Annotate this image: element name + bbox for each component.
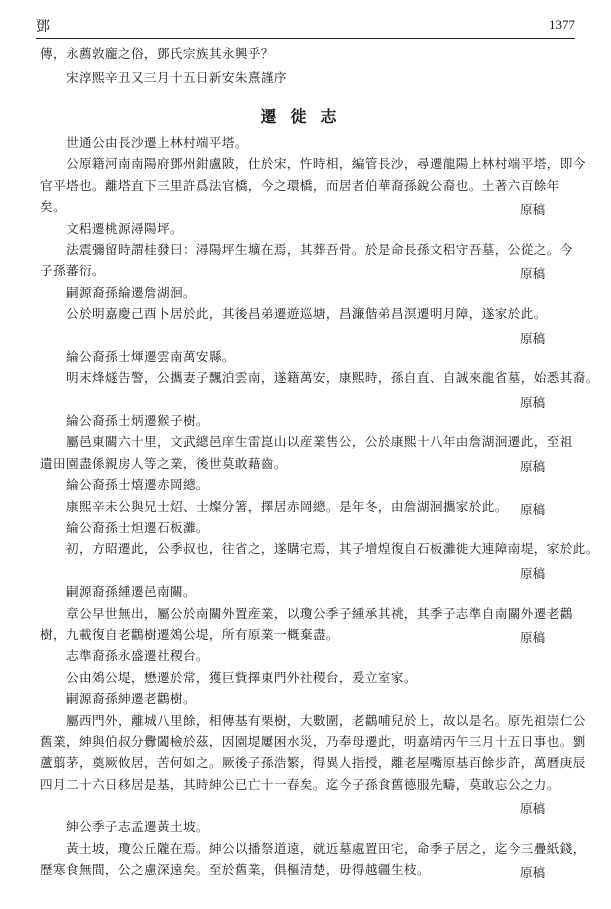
preface-signature: 宋淳熙辛丑又三月十五日新安朱熹謹序 (66, 70, 287, 85)
source-label: 原稿 (520, 330, 546, 346)
source-label: 原稿 (520, 629, 546, 645)
source-label: 原稿 (520, 801, 546, 817)
body-line: 公由鵁公堤，懋遷於常，獲巨貲擇東門外社稷台，爰立室家。 (66, 669, 417, 685)
page-header (36, 14, 575, 39)
body-line: 康熙辛未公與兄士炤、士燦分箸，擇居赤岡總。是年冬，由詹湖洄攜家於此。 (66, 498, 508, 514)
body-line: 歷寒食無間，公之慮深遠矣。至於舊業，俱樞清楚，毋得越疆生枝。 (40, 862, 430, 878)
body-line: 屬邑東關六十里，文武總邑庠生雷崑山以産業售公，公於康熙十八年由詹湖洄遷此，至祖 (66, 434, 573, 450)
source-label: 原稿 (520, 865, 546, 881)
body-line: 公原籍河南南陽府鄧州鉗盧陂，仕於宋，忤時相，編管長沙，尋遷龍陽上林村端平塔，即今 (66, 156, 586, 172)
body-line: 遺田園盡係親房人等之業，後世莫敢藉齒。 (40, 455, 287, 471)
migration-heading: 綸公裔孫士炟遷石板灘。 (66, 520, 209, 535)
body-line: 黃土坡，瓊公丘隴在焉。紳公以播祭道遠，就近墓處置田宅，命季子居之，迄今三疊紙錢， (66, 840, 586, 856)
body-line: 官平塔也。離塔直下三里許爲法官橋，今之環橋，而居者伯華裔孫銳公裔也。土著六百餘年 (40, 177, 560, 193)
migration-heading: 嗣源裔孫綸遷詹湖洄。 (66, 284, 196, 300)
source-label: 原稿 (520, 266, 546, 282)
running-head-surname: 鄧 (36, 19, 50, 35)
body-line: 初，方昭遷此，公季叔也，往省之，遂購宅焉，其子增煌復自石板灘徙大連障南堤，家於此。 (66, 541, 599, 557)
body-line: 法震彌留時謂桂發曰：潯陽坪生壙在焉，其葬吾骨。於是命長孫文稆守吾墓，公從之。今 (66, 241, 573, 257)
body-line: 蘆翦茅，奠厥攸居，苦何如之。厥後子孫浩繁，得異人指授，離老屋嘴原基百餘步許，萬曆庚辰 (40, 755, 586, 771)
source-label: 原稿 (520, 565, 546, 581)
body-line: 子孫蕃衍。 (40, 263, 105, 279)
source-label: 原稿 (520, 202, 546, 218)
preface-closing-text: 傳，永薦敦龐之俗，鄧氏宗族其永興乎？ (40, 46, 274, 61)
migration-heading: 綸公裔孫士熺遷赤岡總。 (66, 477, 209, 493)
body-line: 四月二十六日移居是基，其時紳公已亡十一春矣。迄今子孫食舊德服先疇，莫敢忘公之力。 (40, 776, 560, 792)
migration-heading: 紳公季子志孟遷黃土坡。 (66, 819, 209, 835)
migration-heading: 世通公由長沙遷上林村端平塔。 (66, 135, 248, 150)
source-label: 原稿 (520, 458, 546, 474)
source-label: 原稿 (520, 501, 546, 517)
migration-heading: 文稆遷桃源潯陽坪。 (66, 220, 183, 236)
body-line: 公於明嘉慶己酉卜居於此，其後昌弟遷遊巡塘，昌濂偕弟昌溟遷明月障，遂家於此。 (66, 306, 547, 322)
body-line: 章公早世無出，屬公於南關外置産業，以瓊公季子緟承其祧，其季子志準自南關外遷老鸛 (66, 605, 573, 621)
body-line: 屬西門外，離城八里餘，相傳基有栗樹，大數圍，老鸛哺兒於上，故以是名。原先祖崇仁公 (66, 712, 586, 728)
source-label: 原稿 (520, 394, 546, 410)
migration-heading: 嗣源裔孫紳遷老鸛樹。 (66, 691, 196, 707)
migration-heading: 綸公裔孫士炳遷猴子樹。 (66, 413, 209, 429)
migration-heading: 志準裔孫永盛遷社稷台。 (66, 648, 209, 664)
body-line: 樹，九載復自老鸛樹遷鵁公堤，所有原業一概棄盡。 (40, 626, 339, 642)
section-title: 遷徙志 (260, 107, 351, 126)
migration-heading: 嗣源裔孫緟遷邑南關。 (66, 584, 196, 600)
body-line: 矣。 (40, 199, 66, 215)
body-line: 明末烽燧告警，公攜妻子飄泊雲南，遂籍萬安，康熙時，孫自直、自誠來龍省墓，始悉其裔。 (66, 370, 599, 386)
page-number: 1377 (549, 17, 575, 32)
body-line: 舊業，紳與伯叔分釁闔檢於茲，因園堤屢困水災，乃奉母遷此，明嘉靖丙午三月十五日事也。劉 (40, 733, 586, 749)
migration-heading: 綸公裔孫士煇遷雲南萬安縣。 (66, 348, 235, 364)
